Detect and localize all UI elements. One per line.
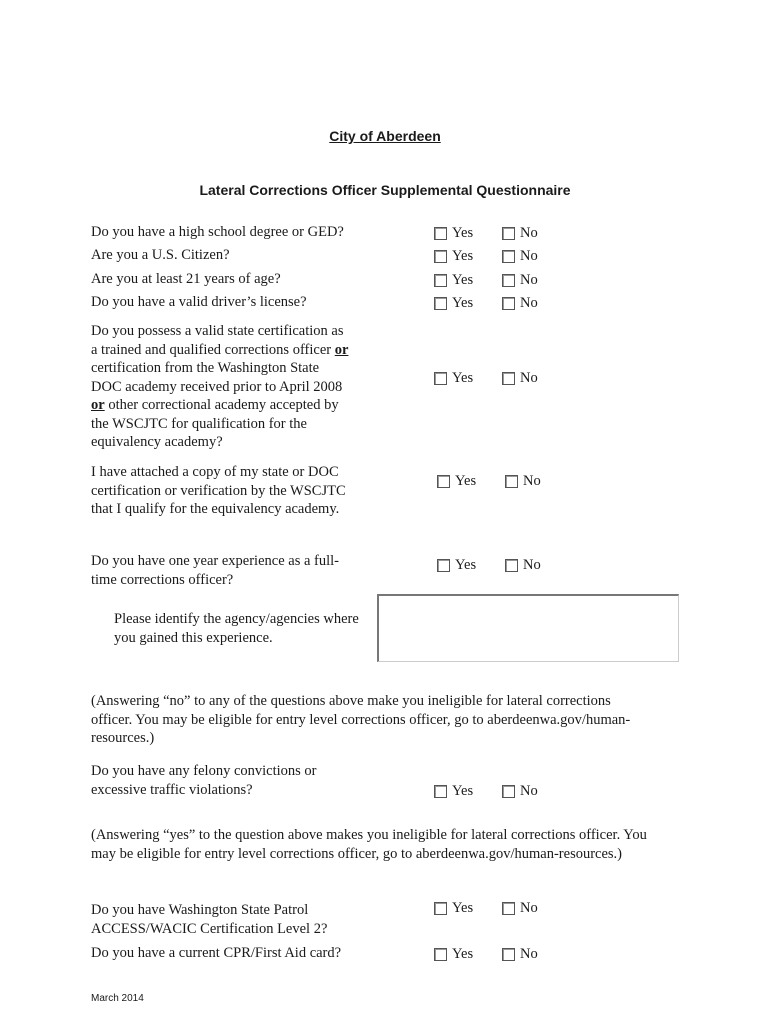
checkbox-icon[interactable] <box>502 297 515 310</box>
checkbox-icon[interactable] <box>434 227 447 240</box>
agency-prompt: Please identify the agency/agencies where you gained this experience. <box>114 611 359 646</box>
checkbox-icon[interactable] <box>434 785 447 798</box>
q1-yes-option[interactable]: Yes <box>434 224 473 242</box>
q4-yes-option[interactable]: Yes <box>434 294 473 312</box>
question-access-wacic: Do you have Washington State Patrol ACCESS/WACIC Certification Level 2? <box>91 902 328 937</box>
q8-yes-option[interactable]: Yes <box>434 782 473 800</box>
q2-no-option[interactable]: No <box>502 247 538 265</box>
q5-no-option[interactable]: No <box>502 369 538 387</box>
q3-no-option[interactable]: No <box>502 271 538 289</box>
question-attached-copy: I have attached a copy of my state or DOC certification or verification by the WSCJTC that I qualify for the equivalency academy. <box>91 464 346 517</box>
checkbox-icon[interactable] <box>505 475 518 488</box>
q3-yes-option[interactable]: Yes <box>434 271 473 289</box>
q6-no-option[interactable]: No <box>505 472 541 490</box>
checkbox-icon[interactable] <box>434 372 447 385</box>
checkbox-icon[interactable] <box>434 274 447 287</box>
q4-no-option[interactable]: No <box>502 294 538 312</box>
q8-no-option[interactable]: No <box>502 782 538 800</box>
checkbox-icon[interactable] <box>502 902 515 915</box>
question-certification: Do you possess a valid state certification as a trained and qualified corrections officer or certification from the Washington State DOC academy received prior to April 2008 or other correctional academy accepted by the WSCJTC for qualification for the equivalency academy? <box>91 323 349 450</box>
q9-yes-option[interactable]: Yes <box>434 899 473 917</box>
q10-no-option[interactable]: No <box>502 945 538 963</box>
ineligibility-note-yes: (Answering “yes” to the question above makes you ineligible for lateral corrections officer. You may be eligible for entry level corrections officer, go to aberdeenwa.gov/human-resources.) <box>91 827 647 862</box>
question-experience: Do you have one year experience as a full- time corrections officer? <box>91 553 339 588</box>
checkbox-icon[interactable] <box>434 250 447 263</box>
page-title: City of Aberdeen <box>329 128 441 144</box>
ineligibility-note-no: (Answering “no” to any of the questions above make you ineligible for lateral corrections officer. You may be eligible for entry level corrections officer, go to aberdeenwa.gov/human- resources.) <box>91 693 631 746</box>
q7-no-option[interactable]: No <box>505 556 541 574</box>
q5-yes-option[interactable]: Yes <box>434 369 473 387</box>
checkbox-icon[interactable] <box>505 559 518 572</box>
checkbox-icon[interactable] <box>437 475 450 488</box>
checkbox-icon[interactable] <box>437 559 450 572</box>
question-cpr: Do you have a current CPR/First Aid card? <box>91 945 342 961</box>
checkbox-icon[interactable] <box>502 785 515 798</box>
q10-yes-option[interactable]: Yes <box>434 945 473 963</box>
checkbox-icon[interactable] <box>502 372 515 385</box>
q9-no-option[interactable]: No <box>502 899 538 917</box>
question-age: Are you at least 21 years of age? <box>91 271 281 287</box>
q6-yes-option[interactable]: Yes <box>437 472 476 490</box>
checkbox-icon[interactable] <box>502 227 515 240</box>
agency-text-field[interactable] <box>377 594 679 662</box>
page-subtitle: Lateral Corrections Officer Supplemental Questionnaire <box>199 182 571 198</box>
q1-no-option[interactable]: No <box>502 224 538 242</box>
checkbox-icon[interactable] <box>502 948 515 961</box>
question-license: Do you have a valid driver’s license? <box>91 294 307 310</box>
q7-yes-option[interactable]: Yes <box>437 556 476 574</box>
footer-date: March 2014 <box>91 993 144 1004</box>
emphasis-or: or <box>334 341 349 358</box>
q2-yes-option[interactable]: Yes <box>434 247 473 265</box>
question-high-school: Do you have a high school degree or GED? <box>91 224 344 240</box>
question-felony: Do you have any felony convictions or excessive traffic violations? <box>91 763 317 798</box>
checkbox-icon[interactable] <box>502 250 515 263</box>
checkbox-icon[interactable] <box>502 274 515 287</box>
checkbox-icon[interactable] <box>434 948 447 961</box>
emphasis-or: or <box>91 397 105 413</box>
checkbox-icon[interactable] <box>434 902 447 915</box>
checkbox-icon[interactable] <box>434 297 447 310</box>
question-citizen: Are you a U.S. Citizen? <box>91 247 230 263</box>
